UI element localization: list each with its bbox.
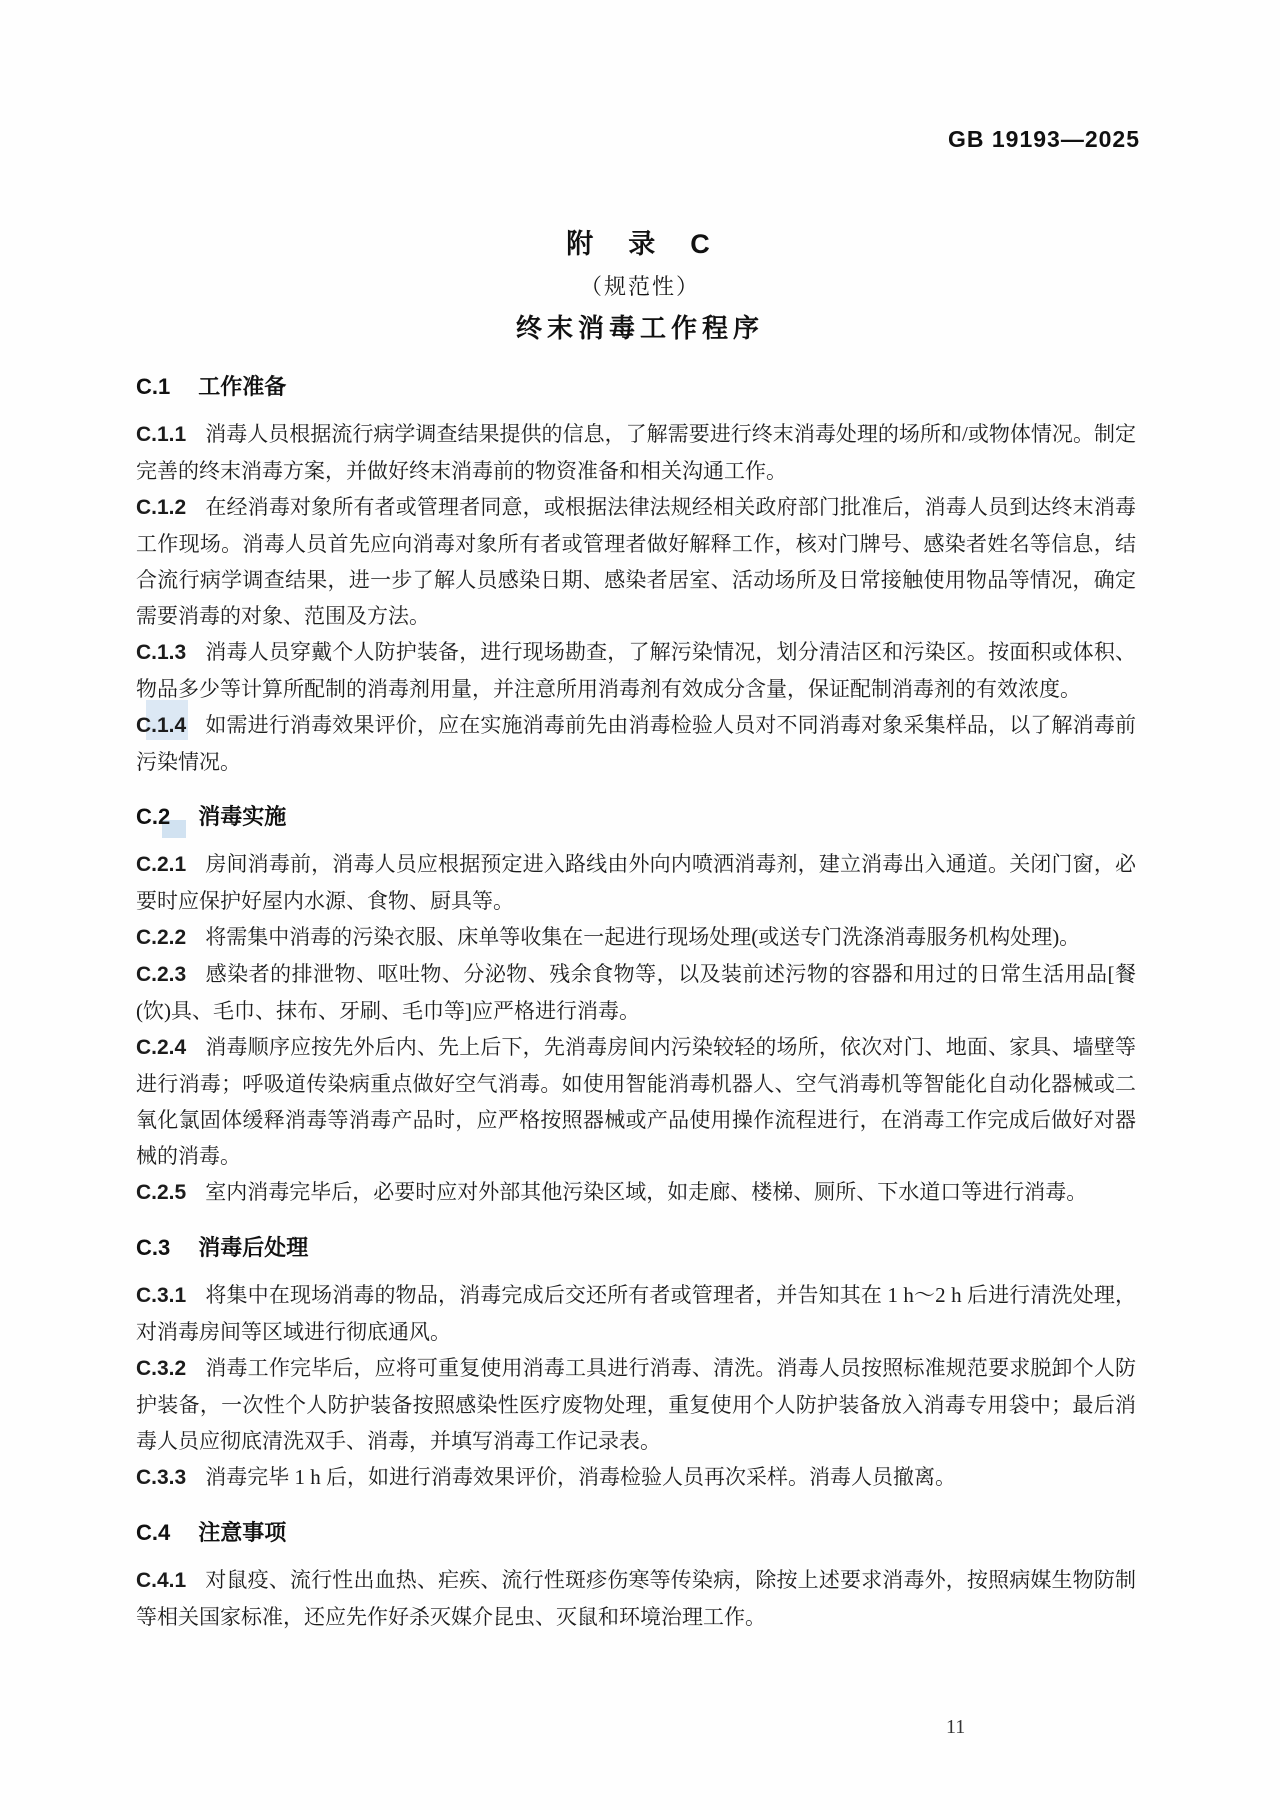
clause-number: C.1.2 xyxy=(136,496,187,519)
clause-number: C.1.1 xyxy=(136,423,187,446)
clause-text: 消毒顺序应按先外后内、先上后下，先消毒房间内污染较轻的场所，依次对门、地面、家具、墙壁等进行消毒；呼吸道传染病重点做好空气消毒。如使用智能消毒机器人、空气消毒机等智能化自动化器械或二氧化氯固体缓释消毒等消毒产品时，应严格按照器械或产品使用操作流程进行，在消毒工作完成后做好对器械的消毒。 xyxy=(136,1035,1136,1168)
clause-item xyxy=(136,1029,1136,1174)
clause-text: 将需集中消毒的污染衣服、床单等收集在一起进行现场处理(或送专门洗涤消毒服务机构处理)。 xyxy=(205,925,1081,949)
clause-number: C.3.2 xyxy=(136,1357,187,1380)
section-number: C.4 xyxy=(136,1520,171,1545)
clause-number: C.1.3 xyxy=(136,641,187,664)
appendix-title: 附 录 C xyxy=(566,229,714,259)
page-number: 11 xyxy=(946,1716,966,1738)
clause-text: 消毒完毕 1 h 后，如进行消毒效果评价，消毒检验人员再次采样。消毒人员撤离。 xyxy=(205,1465,956,1489)
clause-text: 对鼠疫、流行性出血热、疟疾、流行性斑疹伤寒等传染病，除按上述要求消毒外，按照病媒生物防制等相关国家标准，还应先作好杀灭媒介昆虫、灭鼠和环境治理工作。 xyxy=(136,1568,1136,1629)
section-title: 消毒实施 xyxy=(198,804,287,829)
clause-text: 在经消毒对象所有者或管理者同意，或根据法律法规经相关政府部门批准后，消毒人员到达终末消毒工作现场。消毒人员首先应向消毒对象所有者或管理者做好解释工作，核对门牌号、感染者姓名等信息，结合流行病学调查结果，进一步了解人员感染日期、感染者居室、活动场所及日常接触使用物品等情况，确定需要消毒的对象、范围及方法。 xyxy=(136,495,1136,628)
clause-number: C.3.1 xyxy=(136,1284,187,1307)
clause-item xyxy=(136,1350,1136,1459)
clause-item xyxy=(136,707,1136,780)
clause-number: C.2.4 xyxy=(136,1036,187,1059)
clause-number: C.3.3 xyxy=(136,1466,187,1489)
appendix-normative-label: （规范性） xyxy=(579,274,700,299)
section-heading-c3 xyxy=(136,1235,1136,1261)
clause-item xyxy=(136,1174,1136,1211)
document-body xyxy=(136,374,1136,1635)
clause-text: 室内消毒完毕后，必要时应对外部其他污染区域，如走廊、楼梯、厕所、下水道口等进行消毒。 xyxy=(205,1180,1088,1204)
appendix-title-block xyxy=(0,222,1280,345)
clause-text: 感染者的排泄物、呕吐物、分泌物、残余食物等，以及装前述污物的容器和用过的日常生活用品[餐(饮)具、毛巾、抹布、牙刷、毛巾等]应严格进行消毒。 xyxy=(136,962,1136,1023)
clause-item xyxy=(136,634,1136,707)
standard-number: GB 19193—2025 xyxy=(947,126,1140,152)
clause-item xyxy=(136,846,1136,919)
clause-text: 将集中在现场消毒的物品，消毒完成后交还所有者或管理者，并告知其在 1 h～2 h 后进行清洗处理，对消毒房间等区域进行彻底通风。 xyxy=(136,1283,1136,1344)
clause-item xyxy=(136,1562,1136,1635)
clause-text: 房间消毒前，消毒人员应根据预定进入路线由外向内喷洒消毒剂，建立消毒出入通道。关闭门窗，必要时应保护好屋内水源、食物、厨具等。 xyxy=(136,852,1136,913)
clause-item xyxy=(136,1459,1136,1496)
clause-item xyxy=(136,919,1136,956)
section-title: 注意事项 xyxy=(198,1520,287,1545)
section-number: C.3 xyxy=(136,1235,171,1260)
section-title: 工作准备 xyxy=(198,374,287,399)
clause-text: 消毒人员穿戴个人防护装备，进行现场勘查，了解污染情况，划分清洁区和污染区。按面积或体积、物品多少等计算所配制的消毒剂用量，并注意所用消毒剂有效成分含量，保证配制消毒剂的有效浓度。 xyxy=(136,640,1136,701)
clause-item xyxy=(136,489,1136,634)
section-number: C.1 xyxy=(136,374,171,399)
clause-number: C.2.1 xyxy=(136,853,187,876)
clause-text: 如需进行消毒效果评价，应在实施消毒前先由消毒检验人员对不同消毒对象采集样品，以了解消毒前污染情况。 xyxy=(136,713,1136,774)
clause-number: C.2.3 xyxy=(136,963,187,986)
section-number: C.2 xyxy=(136,804,171,829)
section-heading-c1 xyxy=(136,374,1136,400)
clause-number: C.2.2 xyxy=(136,926,187,949)
section-heading-c2 xyxy=(136,804,1136,830)
clause-text: 消毒工作完毕后，应将可重复使用消毒工具进行消毒、清洗。消毒人员按照标准规范要求脱卸个人防护装备，一次性个人防护装备按照感染性医疗废物处理，重复使用个人防护装备放入消毒专用袋中；最后消毒人员应彻底清洗双手、消毒，并填写消毒工作记录表。 xyxy=(136,1356,1136,1453)
clause-item xyxy=(136,1277,1136,1350)
clause-number: C.4.1 xyxy=(136,1569,187,1592)
clause-item xyxy=(136,956,1136,1029)
clause-number: C.1.4 xyxy=(136,714,187,737)
clause-item xyxy=(136,416,1136,489)
section-title: 消毒后处理 xyxy=(198,1235,309,1260)
clause-text: 消毒人员根据流行病学调查结果提供的信息，了解需要进行终末消毒处理的场所和/或物体情况。制定完善的终末消毒方案，并做好终末消毒前的物资准备和相关沟通工作。 xyxy=(136,422,1136,483)
appendix-subject-title: 终末消毒工作程序 xyxy=(515,313,764,343)
section-heading-c4 xyxy=(136,1520,1136,1546)
clause-number: C.2.5 xyxy=(136,1181,187,1204)
